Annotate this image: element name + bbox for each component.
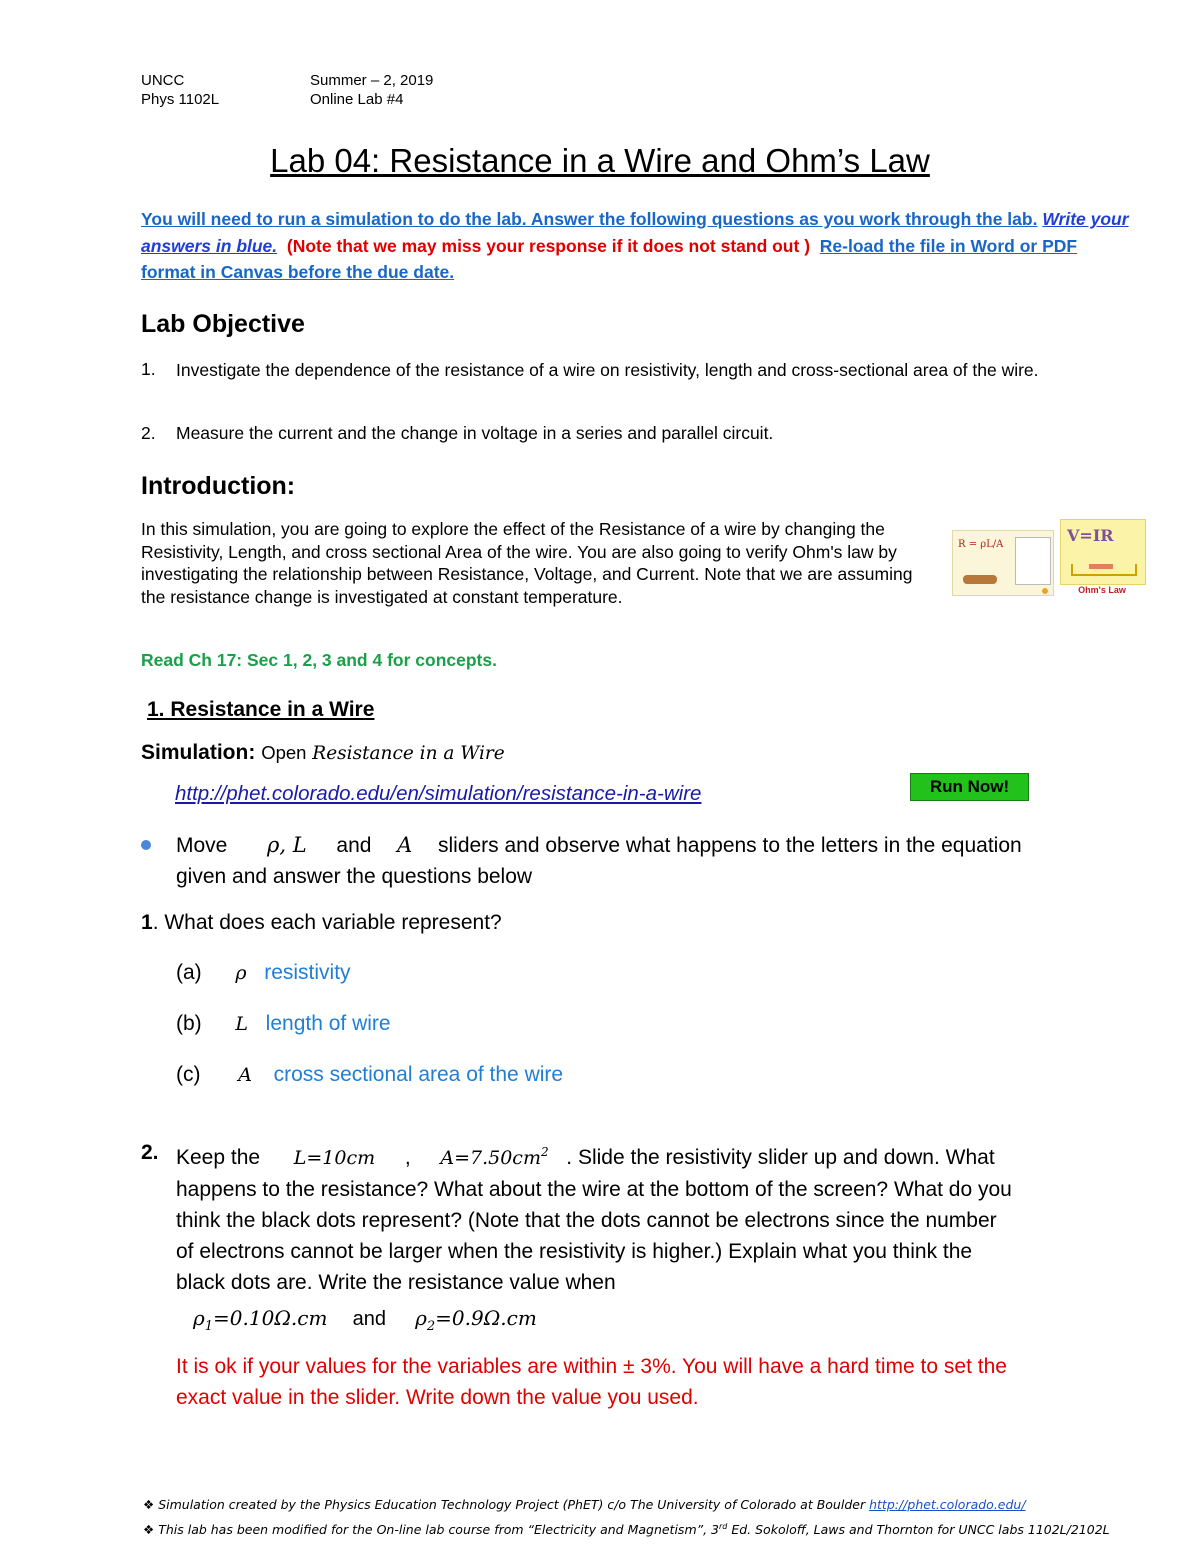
q2-rho2-value: =0.9Ω.cm bbox=[435, 1306, 537, 1330]
q2-comma: , bbox=[404, 1146, 411, 1169]
header-course: Phys 1102L bbox=[141, 91, 220, 108]
resistor-image bbox=[1089, 564, 1113, 569]
header-lab: Online Lab #4 bbox=[310, 91, 404, 108]
question-1-number: 1 bbox=[141, 911, 153, 934]
footer-line-1 bbox=[143, 1497, 1026, 1512]
objective-text-2: Measure the current and the change in voltage in a series and parallel circuit. bbox=[176, 423, 774, 443]
page-title: Lab 04: Resistance in a Wire and Ohm’s Law bbox=[270, 142, 930, 179]
bullet-text bbox=[176, 830, 1136, 892]
q2-tolerance-note bbox=[176, 1351, 1136, 1413]
simulation-line bbox=[141, 741, 505, 765]
footer-modified-a: This lab has been modified for the On-line lab course from “Electricity and Magnetism”, 3 bbox=[158, 1522, 719, 1538]
q2-rho2-sub: 2 bbox=[426, 1319, 436, 1334]
thumbnail-dot bbox=[1042, 588, 1048, 594]
section1-heading: 1. Resistance in a Wire bbox=[147, 698, 375, 721]
objective-item-1 bbox=[141, 358, 1131, 383]
q2-note-line2: exact value in the slider. Write down the value you used. bbox=[176, 1386, 699, 1409]
objective-number-2: 2. bbox=[141, 423, 156, 443]
q2-eq-l: L=10cm bbox=[293, 1147, 376, 1169]
thumbnail-formula: R = ρL/A bbox=[958, 539, 1004, 550]
ohms-law-caption: Ohm's Law bbox=[1078, 585, 1126, 595]
q2-rho1-value: =0.10Ω.cm bbox=[213, 1306, 328, 1330]
footer-credit: Simulation created by the Physics Education Technology Project (PhET) c/o The University of Colorado at Boulder bbox=[158, 1497, 866, 1512]
question-1 bbox=[141, 907, 502, 938]
q1-item-a bbox=[176, 957, 351, 989]
bullet-icon bbox=[141, 840, 151, 850]
q2-keep: Keep the bbox=[176, 1146, 261, 1169]
q2-eq-a-sup: 2 bbox=[540, 1145, 549, 1159]
objective-text-1: Investigate the dependence of the resistance of a wire on resistivity, length and cross-sectional area of the wire. bbox=[176, 360, 1039, 380]
simulation-open: Open bbox=[261, 742, 307, 763]
bullet-var-a: A bbox=[397, 833, 413, 857]
diamond-bullet-icon: ❖ bbox=[143, 1497, 155, 1512]
bullet-rest-1: sliders and observe what happens to the letters in the equation bbox=[437, 834, 1022, 857]
simulation-label: Simulation: bbox=[141, 741, 256, 764]
ohms-law-sim-thumbnail bbox=[1060, 519, 1146, 585]
objective-heading: Lab Objective bbox=[141, 310, 305, 338]
footer-modified-sup: rd bbox=[719, 1522, 728, 1531]
q1-item-a-answer: resistivity bbox=[264, 961, 351, 984]
q2-eq-a: A=7.50cm bbox=[440, 1147, 541, 1169]
q2-line1-rest: . Slide the resistivity slider up and down. What bbox=[566, 1146, 995, 1169]
resistance-sim-thumbnail bbox=[952, 530, 1054, 596]
diamond-bullet-icon: ❖ bbox=[143, 1522, 155, 1538]
q1-item-c bbox=[176, 1059, 563, 1091]
introduction-heading: Introduction: bbox=[141, 472, 296, 500]
q2-line2: happens to the resistance? What about the wire at the bottom of the screen? What do you bbox=[176, 1178, 1012, 1201]
objective-number-1: 1. bbox=[141, 359, 156, 379]
footer-line-2 bbox=[143, 1522, 1110, 1537]
question-2-number: 2. bbox=[141, 1141, 159, 1164]
q2-line5: black dots are. Write the resistance value when bbox=[176, 1271, 616, 1294]
q2-line4: of electrons cannot be larger when the resistivity is higher.) Explain what you think the bbox=[176, 1240, 973, 1263]
wire-image bbox=[963, 575, 997, 584]
instructions-part1: You will need to run a simulation to do the lab. Answer the following questions as you work through the lab bbox=[141, 209, 1033, 229]
question-2-text bbox=[176, 1137, 1136, 1298]
instructions bbox=[141, 206, 1131, 286]
reading-assignment: Read Ch 17: Sec 1, 2, 3 and 4 for concepts. bbox=[141, 650, 497, 670]
bullet-and: and bbox=[336, 834, 372, 857]
instructions-note: (Note that we may miss your response if it does not stand out ) bbox=[286, 235, 811, 256]
q1-item-c-label: (c) bbox=[176, 1063, 201, 1086]
header-school: UNCC bbox=[141, 72, 185, 89]
bullet-rest-2: given and answer the questions below bbox=[176, 865, 533, 888]
header-term: Summer – 2, 2019 bbox=[310, 72, 434, 89]
ohms-law-formula: V=IR bbox=[1067, 526, 1114, 545]
simulation-name: Resistance in a Wire bbox=[312, 743, 505, 764]
q1-item-a-label: (a) bbox=[176, 961, 202, 984]
instructions-dot: . bbox=[1032, 209, 1038, 229]
q2-rho1: ρ bbox=[193, 1306, 205, 1330]
q1-item-b-symbol: L bbox=[235, 1013, 248, 1035]
q1-item-a-symbol: ρ bbox=[235, 962, 247, 984]
footer-link[interactable]: http://phet.colorado.edu/ bbox=[869, 1497, 1026, 1512]
q2-rho2: ρ bbox=[415, 1306, 427, 1330]
introduction-paragraph: In this simulation, you are going to explore the effect of the Resistance of a wire by changing the Resistivity, Length, and cross sectional Area of the wire. You are also going to verify Ohm's law by investigating the relationship between Resistance, Voltage, and Current. Note that we are assuming the resistance change is investigated at constant temperature. bbox=[141, 519, 913, 607]
q1-item-b-answer: length of wire bbox=[265, 1012, 391, 1035]
q1-item-c-answer: cross sectional area of the wire bbox=[273, 1063, 564, 1086]
run-now-button[interactable]: Run Now! bbox=[910, 773, 1029, 801]
q2-rho1-sub: 1 bbox=[204, 1319, 214, 1334]
q2-and: and bbox=[352, 1308, 386, 1330]
instructions-part2: Re-load the file in Word or PDF format in Canvas before the due date. bbox=[141, 235, 1078, 282]
q1-item-b bbox=[176, 1008, 391, 1040]
footer-modified-b: Ed. Sokoloff, Laws and Thornton for UNCC labs 1102L/2102L bbox=[727, 1522, 1110, 1538]
q2-note-line1: It is ok if your values for the variables are within ± 3%. You will have a hard time to set the bbox=[176, 1355, 1007, 1378]
q1-item-b-label: (b) bbox=[176, 1012, 202, 1035]
objective-item-2 bbox=[141, 422, 1131, 445]
slider-panel-image bbox=[1015, 537, 1051, 585]
q1-item-c-symbol: A bbox=[238, 1064, 252, 1086]
bullet-move: Move bbox=[176, 834, 228, 857]
bullet-vars: ρ, L bbox=[267, 833, 307, 857]
q2-line3: think the black dots represent? (Note that the dots cannot be electrons since the number bbox=[176, 1209, 997, 1232]
instructions-write-blue: Write your answers in blue. bbox=[141, 209, 1129, 256]
simulation-link[interactable]: http://phet.colorado.edu/en/simulation/resistance-in-a-wire bbox=[175, 782, 702, 805]
q2-rho-values bbox=[193, 1306, 537, 1334]
question-1-text: . What does each variable represent? bbox=[152, 911, 502, 934]
